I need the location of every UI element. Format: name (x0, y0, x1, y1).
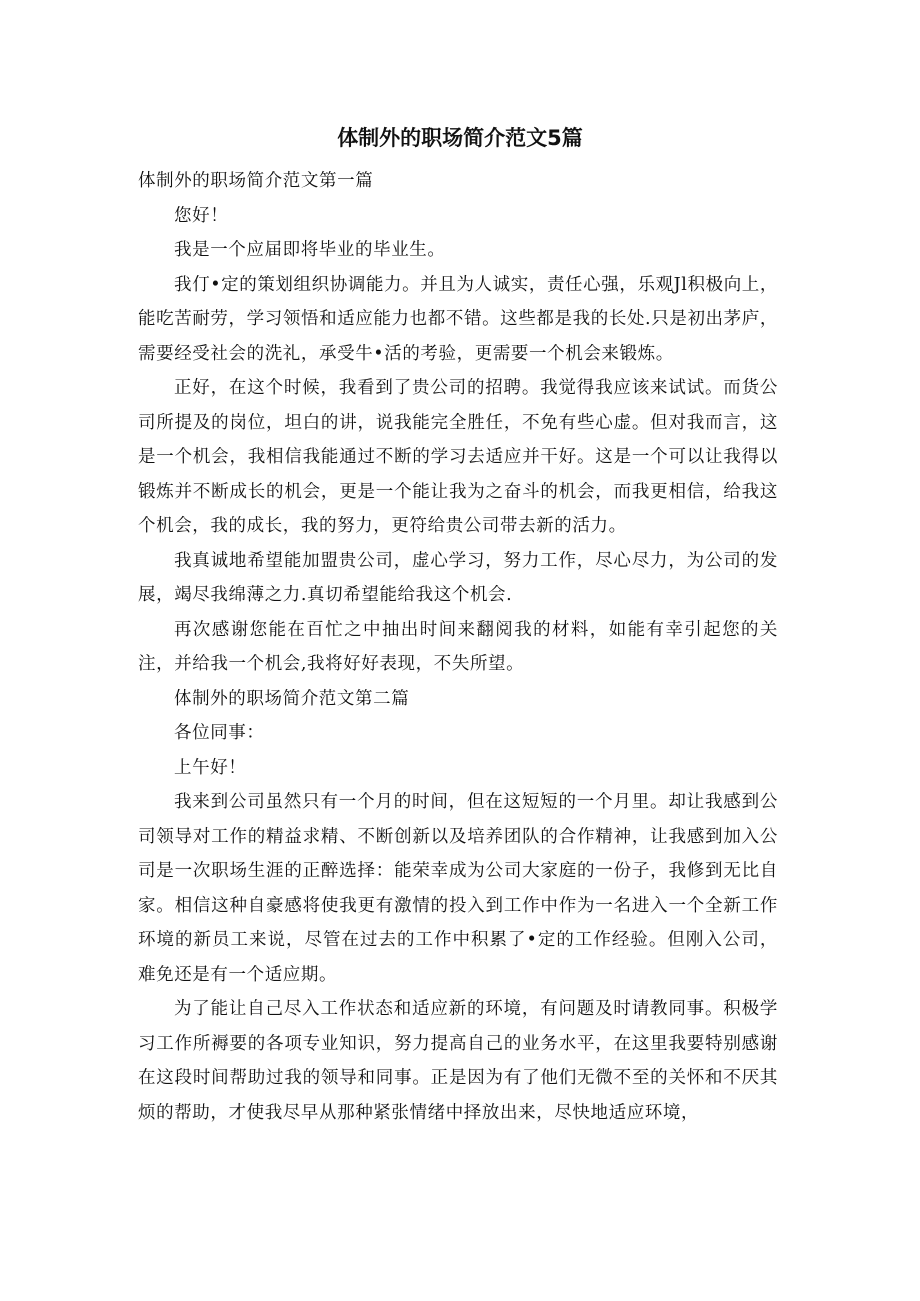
paragraph: 我来到公司虽然只有一个月的时间，但在这短短的一个月里。却让我感到公司领导对工作的精益求精、不断创新以及培养团队的合作精神，让我感到加入公司是一次职场生涯的正醉选择：能荣幸成为公司大家庭的一份子，我修到无比自家。相信这种自豪感将使我更有激情的投入到工作中作为一名进入一个全新工作环境的新员工来说，尽管在过去的工作中积累了•定的工作经验。但刚入公司，难免还是有一个适应期。 (138, 792, 778, 985)
paragraph: 各位同事： (174, 723, 265, 743)
paragraph: 为了能让自己尽入工作状态和适应新的环境，有问题及时请教同事。积极学习工作所褥要的各项专业知识，努力提高自己的业务水平，在这里我要特别感谢在这段时间帮助过我的领导和同事。正是因为有了他们无微不至的关怀和不厌其烦的帮助，才使我尽早从那种紧张情绪中择放出来，尽快地适应环境， (138, 999, 778, 1123)
paragraph: 我是一个应届即将毕业的毕业生。 (174, 240, 446, 260)
paragraph: 我仃•定的策划组织协调能力。并且为人诚实，责任心强，乐观Jl积极向上，能吃苦耐劳，学习领悟和适应能力也都不错。这些都是我的长处.只是初出茅庐，需要经受社会的洗礼，承受牛•活的考验，更需要一个机会来锻炼。 (138, 274, 778, 364)
section-heading: 体制外的职场简介范文第二篇 (174, 688, 410, 709)
document-title: 体制外的职场简介范文5篇 (337, 126, 583, 150)
section-heading: 体制外的职场简介范文第一篇 (138, 171, 374, 191)
paragraph: 正好，在这个时候，我看到了贵公司的招聘。我觉得我应该来试试。而货公司所提及的岗位，坦白的讲，说我能完全胜任，不免有些心虚。但对我而言，这是一个机会，我相信我能通过不断的学习去适应并干好。这是一个可以让我得以锻炼并不断成长的机会，更是一个能让我为之奋斗的机会，而我更相信，给我这个机会，我的成长，我的努力，更符给贵公司带去新的活力。 (138, 378, 778, 536)
paragraph: 您好！ (174, 205, 229, 226)
document-body (138, 164, 778, 1130)
paragraph: 我真诚地希望能加盟贵公司，虚心学习，努力工作，尽心尽力，为公司的发展，竭尽我绵薄之力.真切希望能给我这个机会. (138, 550, 778, 605)
paragraph: 上午好！ (174, 757, 247, 778)
paragraph: 再次感谢您能在百忙之中抽出时间来翻阅我的材料，如能有幸引起您的关注，并给我一个机会,我将好好表现，不失所望。 (138, 619, 778, 674)
